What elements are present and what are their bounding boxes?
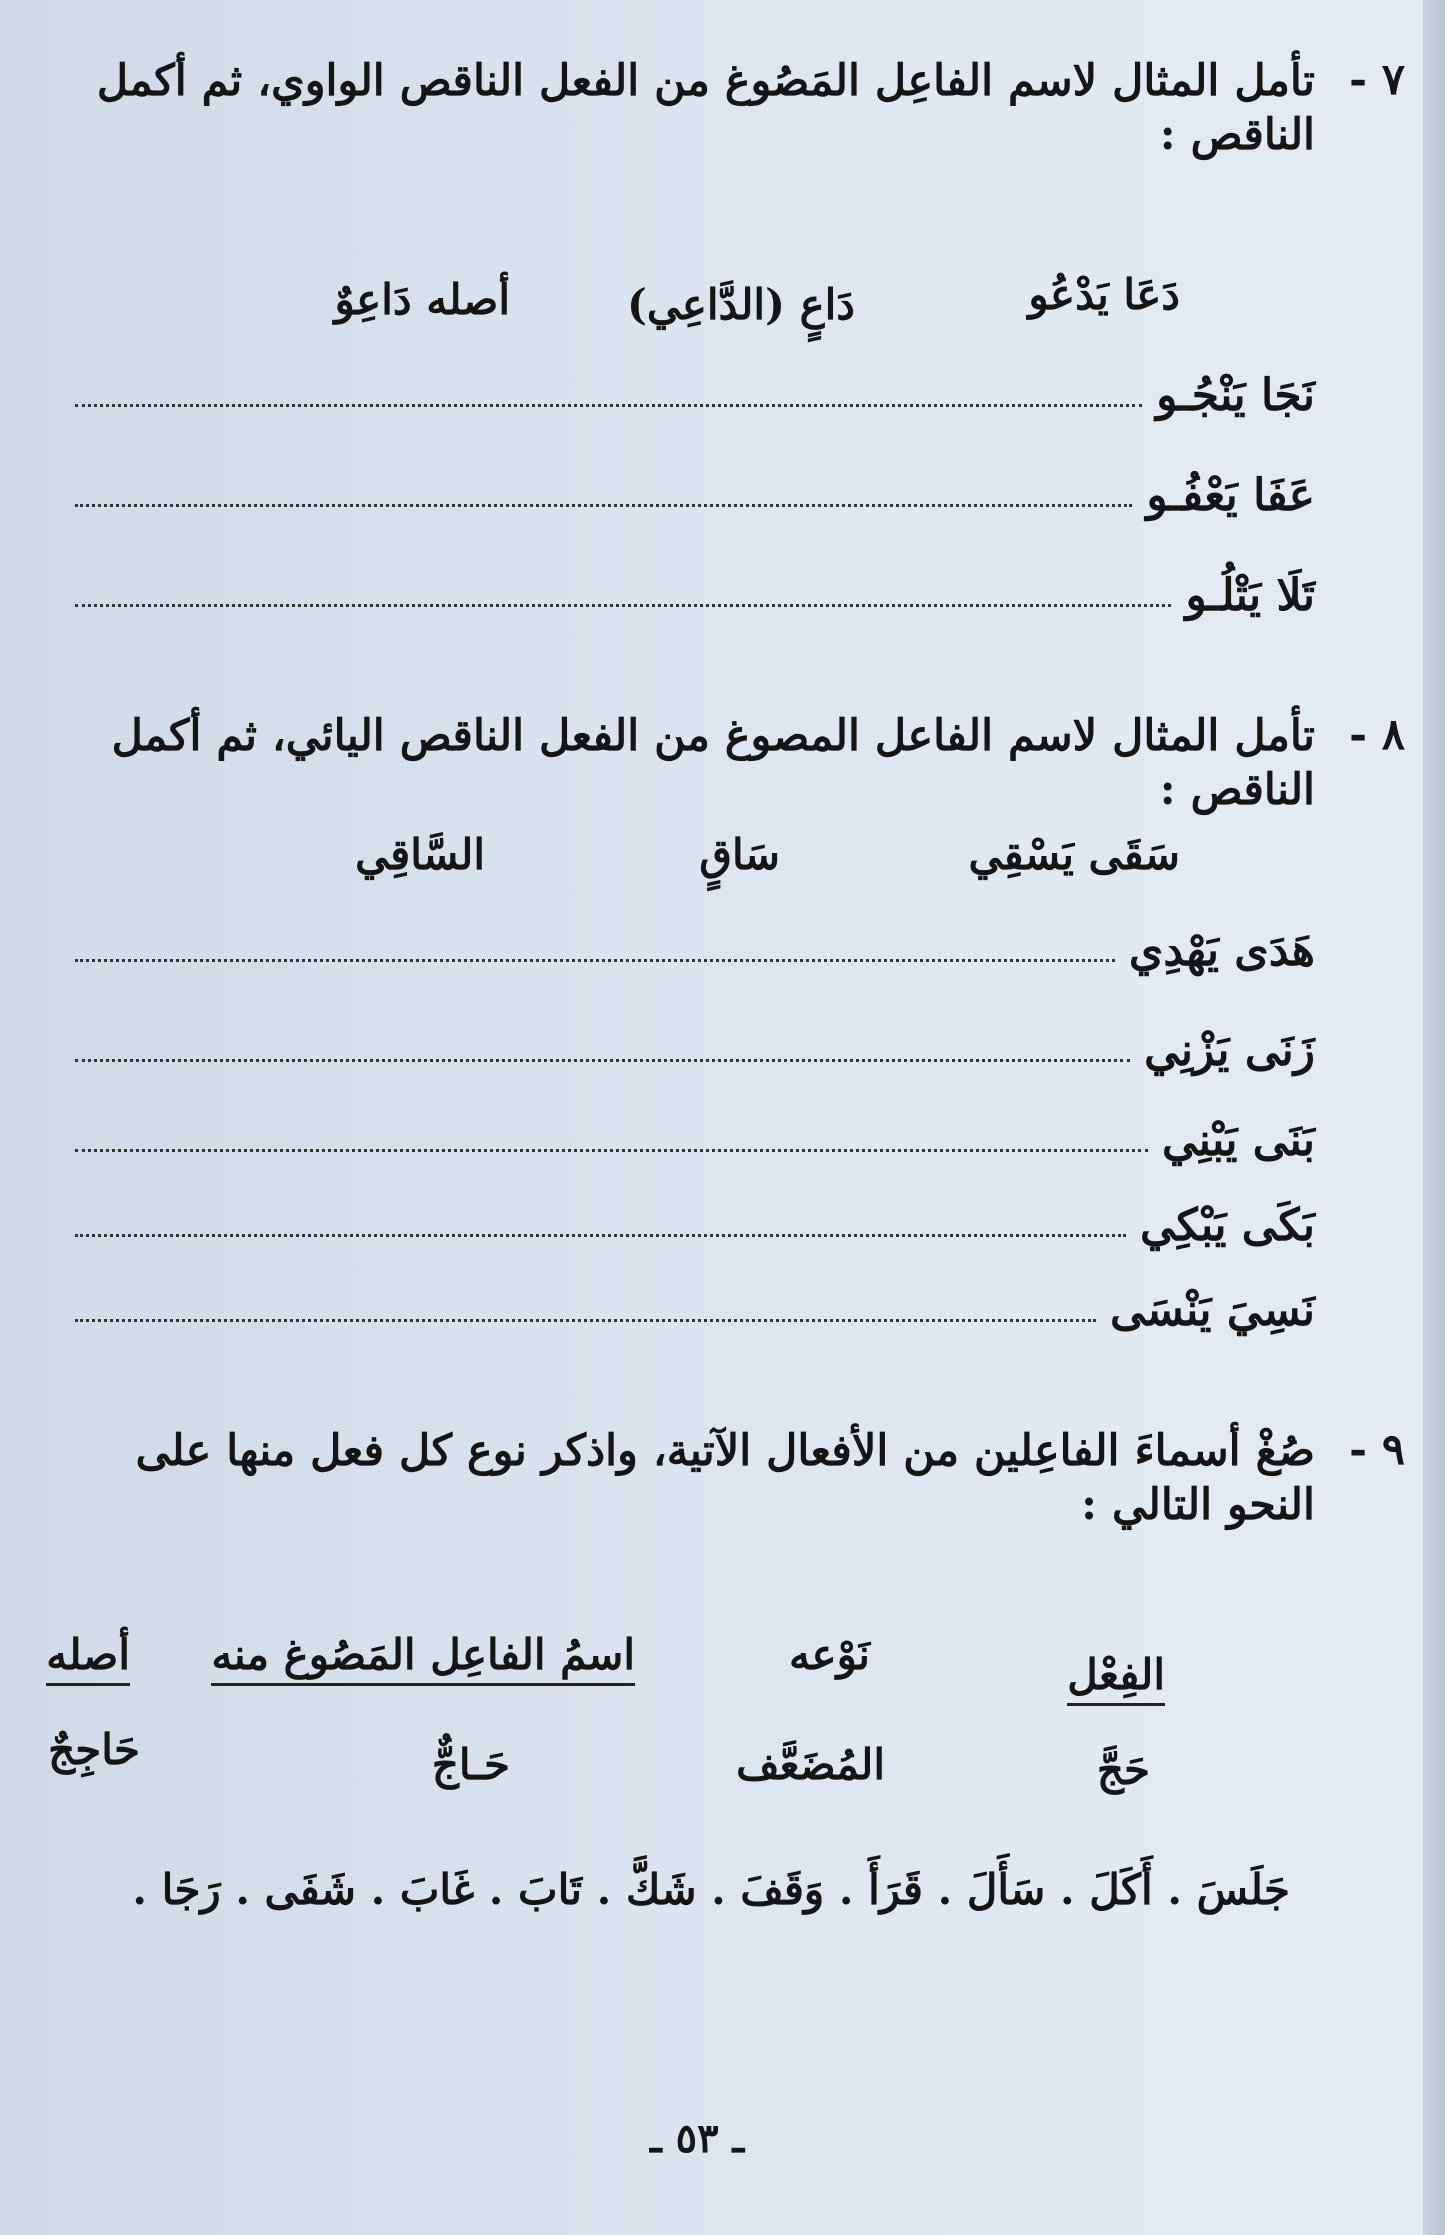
q8-text: تأمل المثال لاسم الفاعل المصوغ من الفعل الناقص اليائي، ثم أكمل الناقص : [111, 711, 1315, 815]
answer-line[interactable] [75, 1318, 1096, 1322]
q9-example-verb: حَجَّ [1096, 1745, 1150, 1794]
q8-row-1 [75, 925, 1315, 976]
q8-row-3 [75, 1115, 1315, 1166]
q8-row-verb: هَدَى يَهْدِي [1128, 925, 1315, 976]
q8-row-verb: زَنَى يَزْنِي [1144, 1025, 1315, 1076]
q7-row-2 [75, 470, 1315, 521]
q8-row-4 [75, 1200, 1315, 1251]
q8-row-5 [75, 1285, 1315, 1336]
answer-line[interactable] [75, 503, 1132, 507]
q9-example-origin: حَاجِجٌ [48, 1725, 140, 1774]
q8-row-verb: بَنَى يَبْنِي [1162, 1115, 1315, 1166]
answer-line[interactable] [75, 1233, 1126, 1237]
q9-header-verb: الفِعْل [1067, 1650, 1165, 1706]
answer-line[interactable] [75, 603, 1171, 607]
q8-row-verb: نَسِيَ يَنْسَى [1110, 1285, 1315, 1336]
q7-example-participle: دَاعٍ (الدَّاعِي) [626, 280, 855, 329]
q7-number: ٧ - [1349, 55, 1405, 105]
q9-number: ٩ - [1349, 1425, 1405, 1475]
q7-row-verb: تَلَا يَتْلُـو [1185, 570, 1315, 621]
answer-line[interactable] [75, 1058, 1130, 1062]
q8-example-participle: سَاقٍ [699, 830, 780, 879]
page-spine-edge [1423, 0, 1445, 2235]
q9-verbs-list: جَلَسَ . أَكَلَ . سَأَلَ . قَرَأَ . وَقَفَ . شَكَّ . تَابَ . غَابَ . شَفَى . رَجَا . [132, 1865, 1290, 1914]
q9-header-type: نَوْعه [789, 1630, 870, 1679]
q9-header-origin: أصله [46, 1630, 130, 1686]
q7-example-origin: أصله دَاعِوٌ [334, 275, 510, 324]
q8-example-definite: السَّاقِي [355, 830, 485, 879]
answer-line[interactable] [75, 403, 1142, 407]
page-number: ـ ٥٣ ـ [650, 2115, 745, 2162]
answer-line[interactable] [75, 1148, 1148, 1152]
q9-text: صُغْ أسماءَ الفاعِلين من الأفعال الآتية، واذكر نوع كل فعل منها على النحو التالي : [135, 1426, 1315, 1530]
q8-number: ٨ - [1349, 710, 1405, 760]
q9-example-participle: حَـاجٌّ [431, 1740, 510, 1789]
q7-row-verb: عَفَا يَعْفُـو [1146, 470, 1315, 521]
q7-row-1 [75, 370, 1315, 421]
q7-example-verb: دَعَا يَدْعُو [1028, 270, 1180, 319]
q8-example-verb: سَقَى يَسْقِي [968, 830, 1180, 879]
q7-row-3 [75, 570, 1315, 621]
q9-example-type: المُضَعَّف [736, 1740, 885, 1789]
q8-row-verb: بَكَى يَبْكِي [1139, 1200, 1315, 1251]
q8-row-2 [75, 1025, 1315, 1076]
answer-line[interactable] [75, 958, 1115, 962]
q7-row-verb: نَجَا يَنْجُـو [1156, 370, 1315, 421]
q9-header-participle: اسمُ الفاعِل المَصُوغ منه [211, 1630, 635, 1686]
q7-text: تأمل المثال لاسم الفاعِل المَصُوغ من الفعل الناقص الواوي، ثم أكمل الناقص : [96, 56, 1315, 160]
